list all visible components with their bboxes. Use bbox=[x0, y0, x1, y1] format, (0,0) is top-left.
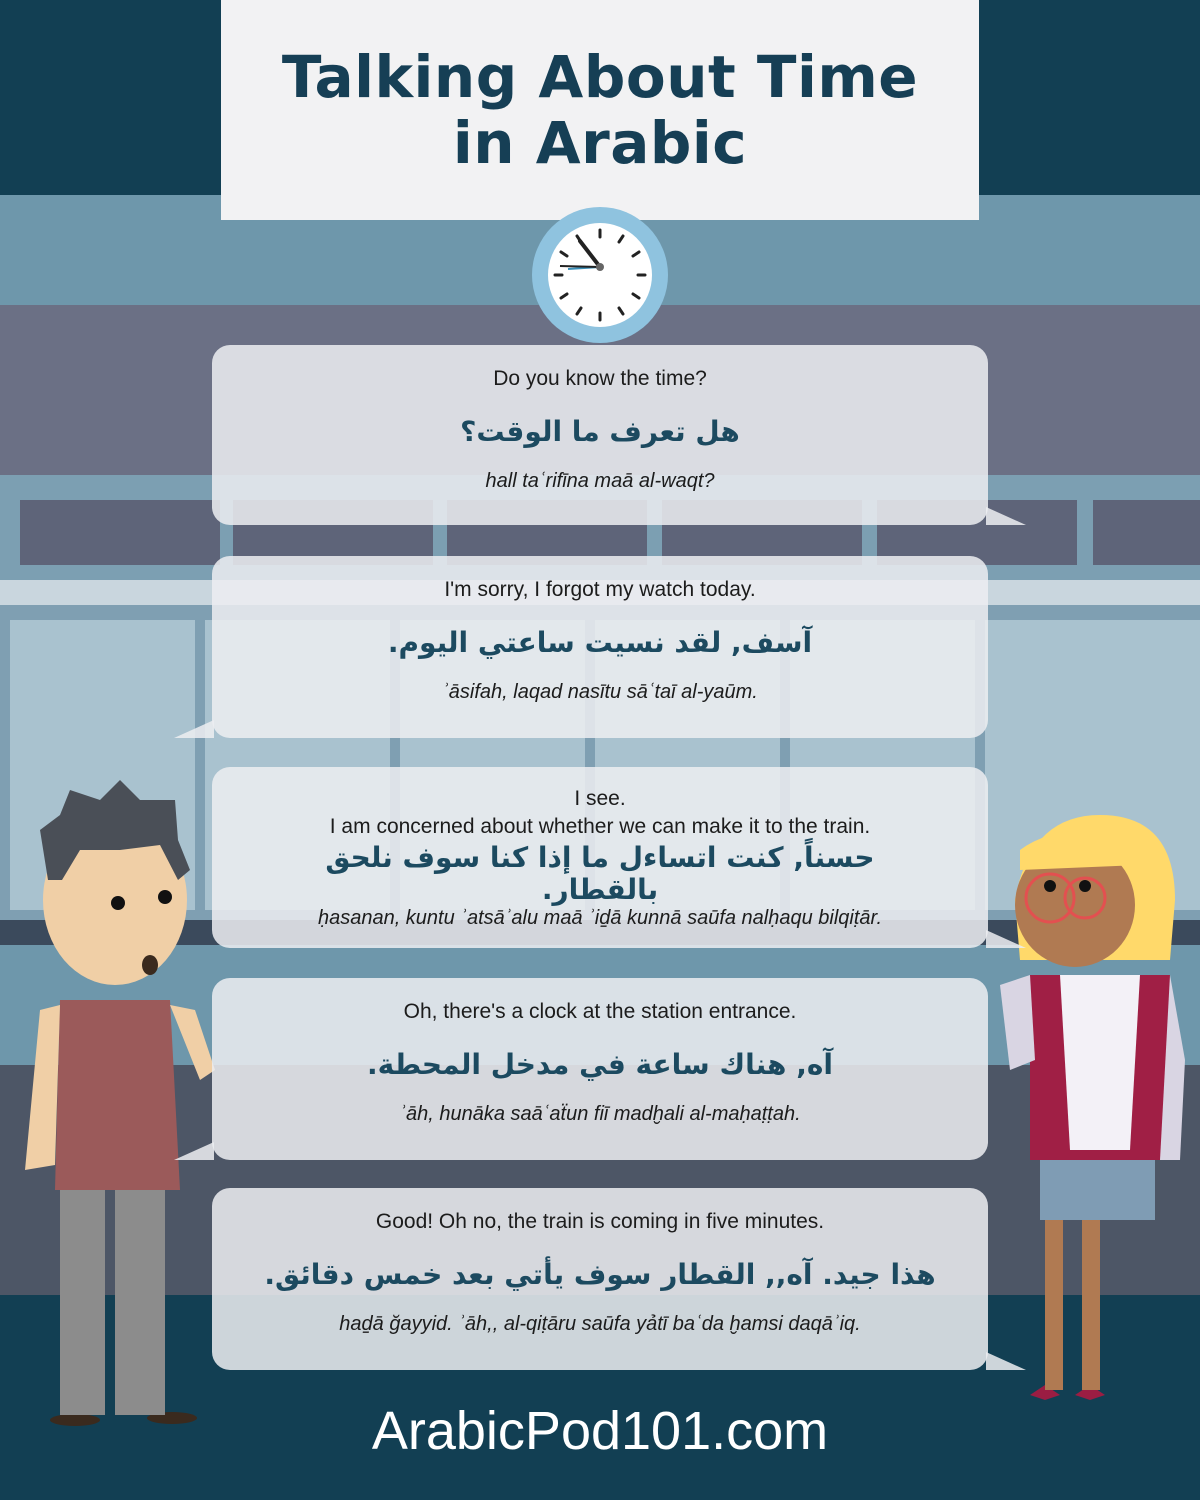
arabic-line-2: بالقطار. bbox=[541, 873, 659, 906]
footer-site-link[interactable]: ArabicPod101.com bbox=[371, 1401, 829, 1461]
title-line-2: in Arabic bbox=[452, 109, 748, 177]
dialogue-bubble-1 bbox=[212, 345, 988, 525]
arabic-line: هذا جيد. آه,, القطار سوف يأتي بعد خمس دقائق. bbox=[264, 1258, 936, 1291]
transliteration-line: ḥasanan, kuntu ʾatsāʾalu maā ʾiḏā kunnā saūfa nalḥaqu bilqiṭār. bbox=[317, 907, 883, 929]
english-line-2: I am concerned about whether we can make it to the train. bbox=[329, 815, 871, 838]
english-line: Oh, there's a clock at the station entrance. bbox=[403, 1000, 797, 1023]
bubble-tail bbox=[174, 720, 214, 738]
transliteration-line: ʾāh, hunāka saāʿaẗun fiī madḫali al-maḥaṭṭah. bbox=[399, 1103, 801, 1125]
dialogue-bubble-2 bbox=[212, 556, 988, 738]
bubble-tail bbox=[986, 1352, 1026, 1370]
arabic-line: آسف, لقد نسيت ساعتي اليوم. bbox=[387, 626, 813, 659]
transliteration-line: haḏā ğayyid. ʾāh,, al-qiṭāru saūfa yảtī baʿda ḫamsi daqāʾiq. bbox=[339, 1313, 861, 1335]
transliteration-line: hall taʿrifīna maā al-waqt? bbox=[485, 470, 715, 492]
title-line-1: Talking About Time bbox=[281, 43, 919, 111]
arabic-line: آه, هناك ساعة في مدخل المحطة. bbox=[367, 1048, 833, 1081]
clock-icon bbox=[530, 205, 670, 345]
title-banner bbox=[221, 0, 979, 220]
english-line: Do you know the time? bbox=[493, 367, 707, 390]
transliteration-line: ʾāsifah, laqad nasītu sāʿtaī al-yaūm. bbox=[442, 681, 758, 703]
english-line: I'm sorry, I forgot my watch today. bbox=[444, 578, 756, 601]
dialogue-bubble-3 bbox=[212, 767, 988, 948]
arabic-line-1: حسناً, كنت اتساءل ما إذا كنا سوف نلحق bbox=[325, 841, 875, 874]
bubble-tail bbox=[174, 1142, 214, 1160]
dialogue-bubble-5 bbox=[212, 1188, 988, 1370]
english-line-1: I see. bbox=[574, 787, 626, 810]
bubble-tail bbox=[986, 930, 1026, 948]
english-line: Good! Oh no, the train is coming in five minutes. bbox=[375, 1210, 825, 1233]
bubble-tail bbox=[986, 507, 1026, 525]
dialogue-bubble-4 bbox=[212, 978, 988, 1160]
arabic-line: هل تعرف ما الوقت؟ bbox=[460, 415, 740, 448]
